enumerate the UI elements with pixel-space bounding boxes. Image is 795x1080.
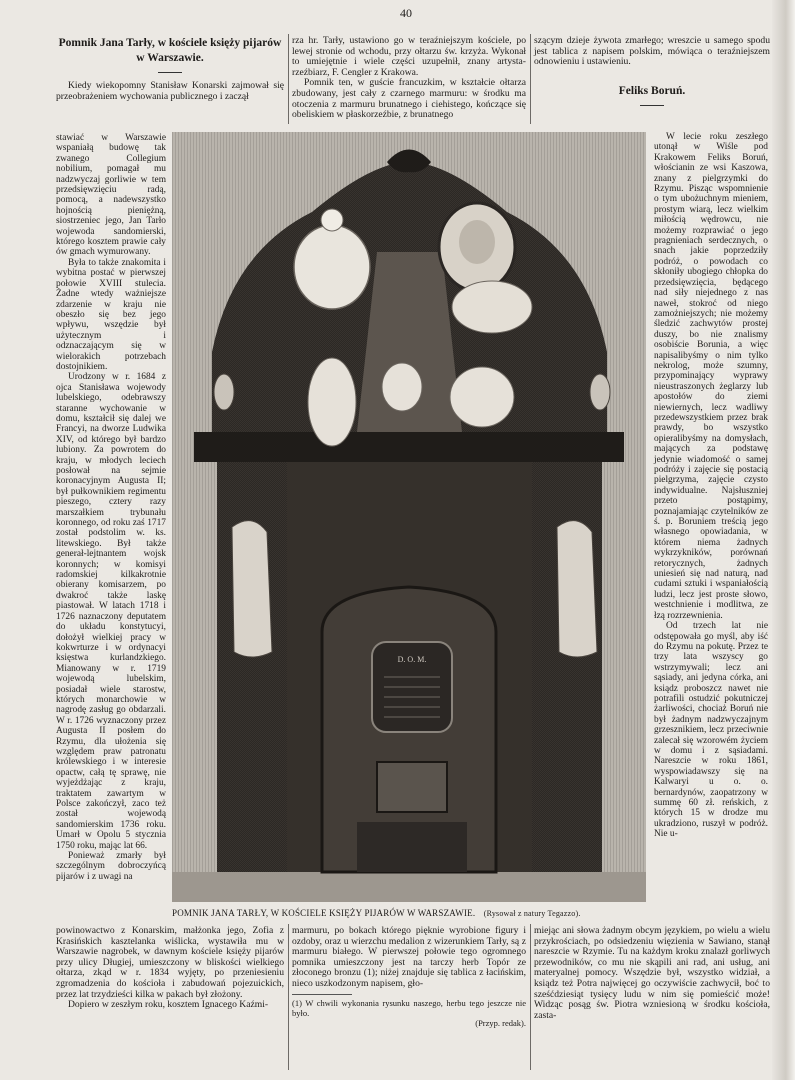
column-3-narrow — [654, 132, 768, 840]
seated-figure-left — [294, 225, 370, 309]
base-block — [357, 822, 467, 872]
medallion-portrait — [459, 220, 495, 264]
floor — [172, 872, 646, 902]
footnote: (1) W chwili wykonania rysunku naszego, herbu tego jeszcze nie było. — [292, 997, 526, 1018]
caryatid-left — [232, 521, 272, 657]
putto-center — [382, 363, 422, 411]
figure-left-lower — [308, 358, 356, 446]
article-paragraph: Dopiero w zeszłym roku, kosztem Ignacego Kaźmi- — [68, 999, 269, 1011]
article-paragraph: Urodzony w r. 1684 z ojca Stanisława wojewody lubelskiego, odebrawszy staranne wychowanie w domu, kształcił się dalej we Francyi, na dworze Ludwika XIV, od którego był bardzo lubiony. Za powrotem do kraju, w młodych leciech posłował na sejmie koronacyjnym Augusta II; był pułkownikiem regimentu pieszego, cztery razy marszałkiem trybunału koronnego, od roku zaś 1717 został podstolim w. ks. litewskiego. Był także generał-lejtnantem wojsk koronnych; w komisyi radomskiej kilkakrotnie obierany komisarzem, po dwakroć także laskę piastował. W latach 1718 i 1726 naznaczony deputatem do układu konstytucyi, dołożył wielkiej pracy w kokwrturze i w ordynacyi księstwa kurlandzkiego. Mianowany w r. 1719 wojewodą lubelskim, posiadał wiele starostw, których monarchowie w nagrodę zasług go obdarzali. W r. 1726 wyznaczony przez Augusta II posłem do Rzymu, dla ułożenia się względem praw patronatu królewskiego i w interesie opactw, całą tę sprawę, nie wyjeżdżając z kraju, traktatem zawartym w Polsce zakończył, zaco też został wojewodą sandomierskim 1736 roku. Umarł w Opolu 5 stycznia 1750 roku, mając lat 66. — [56, 372, 166, 851]
article-paragraph: stawiać w Warszawie wspaniałą budowę tak zwanego Collegium nobilium, pomagał mu nadzwyczaj gorliwie w tem przedsięwzięciu radą, pomocą, a nadewszystko hojnością pieniężną, siostrzeniec jego, Jan Tarło wojewoda sandomierski, którego kosztem prawie cały ów gmach wymurowany. — [56, 133, 166, 258]
article-paragraph: W lecie roku zeszłego utonął w Wiśle pod Krakowem Feliks Boruń, włościanin ze wsi Kaszowa, znany z pielgrzymki do Rzymu. Pisząc wspomnienie o tym ubożuchnym mieniem, prostym wiarą, lecz wielkim miłością wędrowcu, nie możemy rozprawiać o jego pragnieniach serdecznych, o snach jakie poprzedziły podróż, o powodach co skłoniły ubogiego chłopka do przedsięwzięcia, będącego nad siły niejednego z nas naweł, stokroć od niego zamożniejszych; nie możemy śledzić zachwytów prostej duszy, bo nie znalismy osobiście Borunia, a więc napisalibyśmy o nim tylko nekrolog, może szumny, przypominający wyprawy nieustraszonych żeglarzy lub apostołów do ziemi niewiernych, lecz wadliwy przedewszystkiem przez brak prawdy, bo wszystko opieralibyśmy na domysłach, mających za podstawę jedynie wiadomość o samej podróży i zajęcie się postacią pielgrzyma, zajęcie czysto indywidualne. Najsłuszniej przeto postąpimy, poznajamiając czytelników ze ś. p. Boruniem treścią jego własnego opowiadania, w którem niema żadnych wykrzykników, porównań retorycznych, żadnych uniesień się nad naturą, nad cudami sztuki i wspaniałością ludzi, lecz jest proste słowo, westchnienie i modlitwa, ze łzą rozrzewnienia. — [654, 132, 768, 621]
figure-caption — [172, 908, 642, 918]
page-number: 40 — [400, 6, 412, 20]
title-rule — [158, 72, 182, 73]
article-paragraph: powinowactwo z Konarskim, małżonka jego, Zofia z Krasińskich kasztelanka wiślicka, wystawiła mu w Warszawie nagrobek, w dawnym kościele księży pijarów przy ulicy Długiej, umieszczony w bliskości wielkiego ołtarza, zkąd w r. 1834 wyjęty, po przeniesieniu zgromadzenia do kościoła i zabudowań pojezuickich, przez lat trzydzieści kilka w pakach był złożony. — [56, 925, 284, 1000]
article-paragraph: Od trzech lat nie odstępowała go myśl, aby iść do Rzymu na pokutę. Przez te trzy lata wszyscy go wstrzymywali; lecz ani sąsiady, ani jedyna córka, ani ksiądz proboszcz nawet nie potrafili ostudzić pokutniczej żarliwości, chociaż Boruń nie był żadnym nadzwyczajnym grzesznikiem, lecz przeciwnie zalecał się wzorowém życiem w domu i z sąsiadami. Nareszcie w roku 1861, wyspowiadawszy się na Kalwaryi u o. o. bernardynów, zaopatrzony w summę 60 zł. reńskich, z których 15 w drodze mu ukradziono, ruszył w podróż. Nie u- — [654, 621, 768, 840]
title-rule — [640, 105, 664, 106]
column-2-bottom — [292, 926, 526, 1028]
urn-right — [590, 374, 610, 410]
article-paragraph: Ponieważ zmarły był szczególnym dobroczyńcą pijarów i z uwagi na — [56, 851, 166, 882]
column-3-bottom — [534, 926, 770, 1021]
cornice — [194, 432, 624, 462]
column-divider — [288, 34, 289, 124]
page-edge — [772, 0, 795, 1080]
caption-credit: (Rysował z natury Tegazzo). — [483, 909, 581, 918]
column-3-top — [534, 36, 770, 114]
article-paragraph: Pomnik ten, w guście francuzkim, w kształcie ołtarza zbudowany, jest cały z czarnego marmuru: w środku ma otoczenia z marmuru brunatnego i ciehistego, kończące się obeliskiem w płaskorzeźbie, z brunatnego — [292, 77, 526, 121]
monument-engraving — [172, 132, 646, 902]
column-divider — [288, 924, 289, 1070]
urn-left — [214, 374, 234, 410]
article-paragraph: Była to także znakomita i wybitna postać w pierwszej połowie XVIII stulecia. Żadne wtedy ważniejsze zdarzenie w kraju nie obeszło się bez jego wpływu, wszędzie był użytecznym i odznaczającym się w wielorakich potrzebach dostojnikiem. — [56, 257, 166, 372]
figure-head — [321, 209, 343, 231]
column-1-narrow — [56, 133, 166, 882]
putti-group — [452, 281, 532, 333]
caption-text: POMNIK JANA TARŁY, W KOŚCIELE KSIĘŻY PIJARÓW W WARSZAWIE. — [172, 908, 476, 918]
footnote-rule — [292, 994, 352, 995]
article-paragraph: marmuru, po bokach którego pięknie wyrobione figury i ozdoby, oraz u wierzchu medalion z wizerunkiem Tarły, są z marmuru białego. W pierwszej połowie tego ogromnego pomnika umieszczony jest na tarczy herb Topór ze złoconego bronzu (1); niżej znajduje się tablica z łacińskim, nieco uszkodzonym napisem, gło- — [292, 925, 526, 989]
column-divider — [530, 34, 531, 124]
monument-illustration — [172, 132, 646, 902]
caryatid-right — [557, 521, 597, 657]
lower-plaque — [377, 762, 447, 812]
article-paragraph: rza hr. Tarły, ustawiono go w teraźniejszym kościele, po lewej stronie od wchodu, przy ołtarzu św. krzyża. Wykonał to umiejętnie i wiele części uzupełnił, znany artysta-rzeźbiarz, F. Cengler z Krakowa. — [292, 35, 526, 78]
inscription-text: D. O. M. — [397, 655, 427, 664]
figure-right-lower — [450, 367, 514, 427]
column-1-top — [56, 36, 284, 102]
footnote-signature: (Przyp. redak). — [475, 1017, 526, 1028]
article-title-tarlo: Pomnik Jana Tarły, w kościele księży pijarów w Warszawie. — [58, 37, 282, 64]
column-divider — [530, 924, 531, 1070]
article-title-borun: Feliks Boruń. — [618, 84, 686, 97]
article-paragraph: Kiedy wiekopomny Stanisław Konarski zajmował się przeobrażeniem wychowania publicznego i zaczął — [56, 80, 284, 102]
article-paragraph: szącym dzieje żywota zmarłego; wreszcie u samego spodu jest tablica z napisem polskim, mówiąca o teraźniejszem odnowieniu i ustawieniu. — [534, 35, 770, 68]
column-2-top — [292, 36, 526, 121]
column-1-bottom — [56, 926, 284, 1011]
article-paragraph: miejąc ani słowa żadnym obcym językiem, po wielu a wielu przykrościach, po odsiedzeniu więzienia w Sawiano, stanął nareszcie w Rzymie. Tu na każdym kroku znalazł gorliwych przewodników, co mu nie skąpili ani rad, ani usług, ani materyalnej pomocy. Wszędzie był, wszystko widział, a ksiądz też Potra najwięcej go oczywiście zachwycił, boć to sześćdziesiąt tysięcy ludu w nim się pomieścić może! Widząc posąg św. Piotra wzniesioną w środku kościoła, zasta- — [534, 925, 770, 1021]
